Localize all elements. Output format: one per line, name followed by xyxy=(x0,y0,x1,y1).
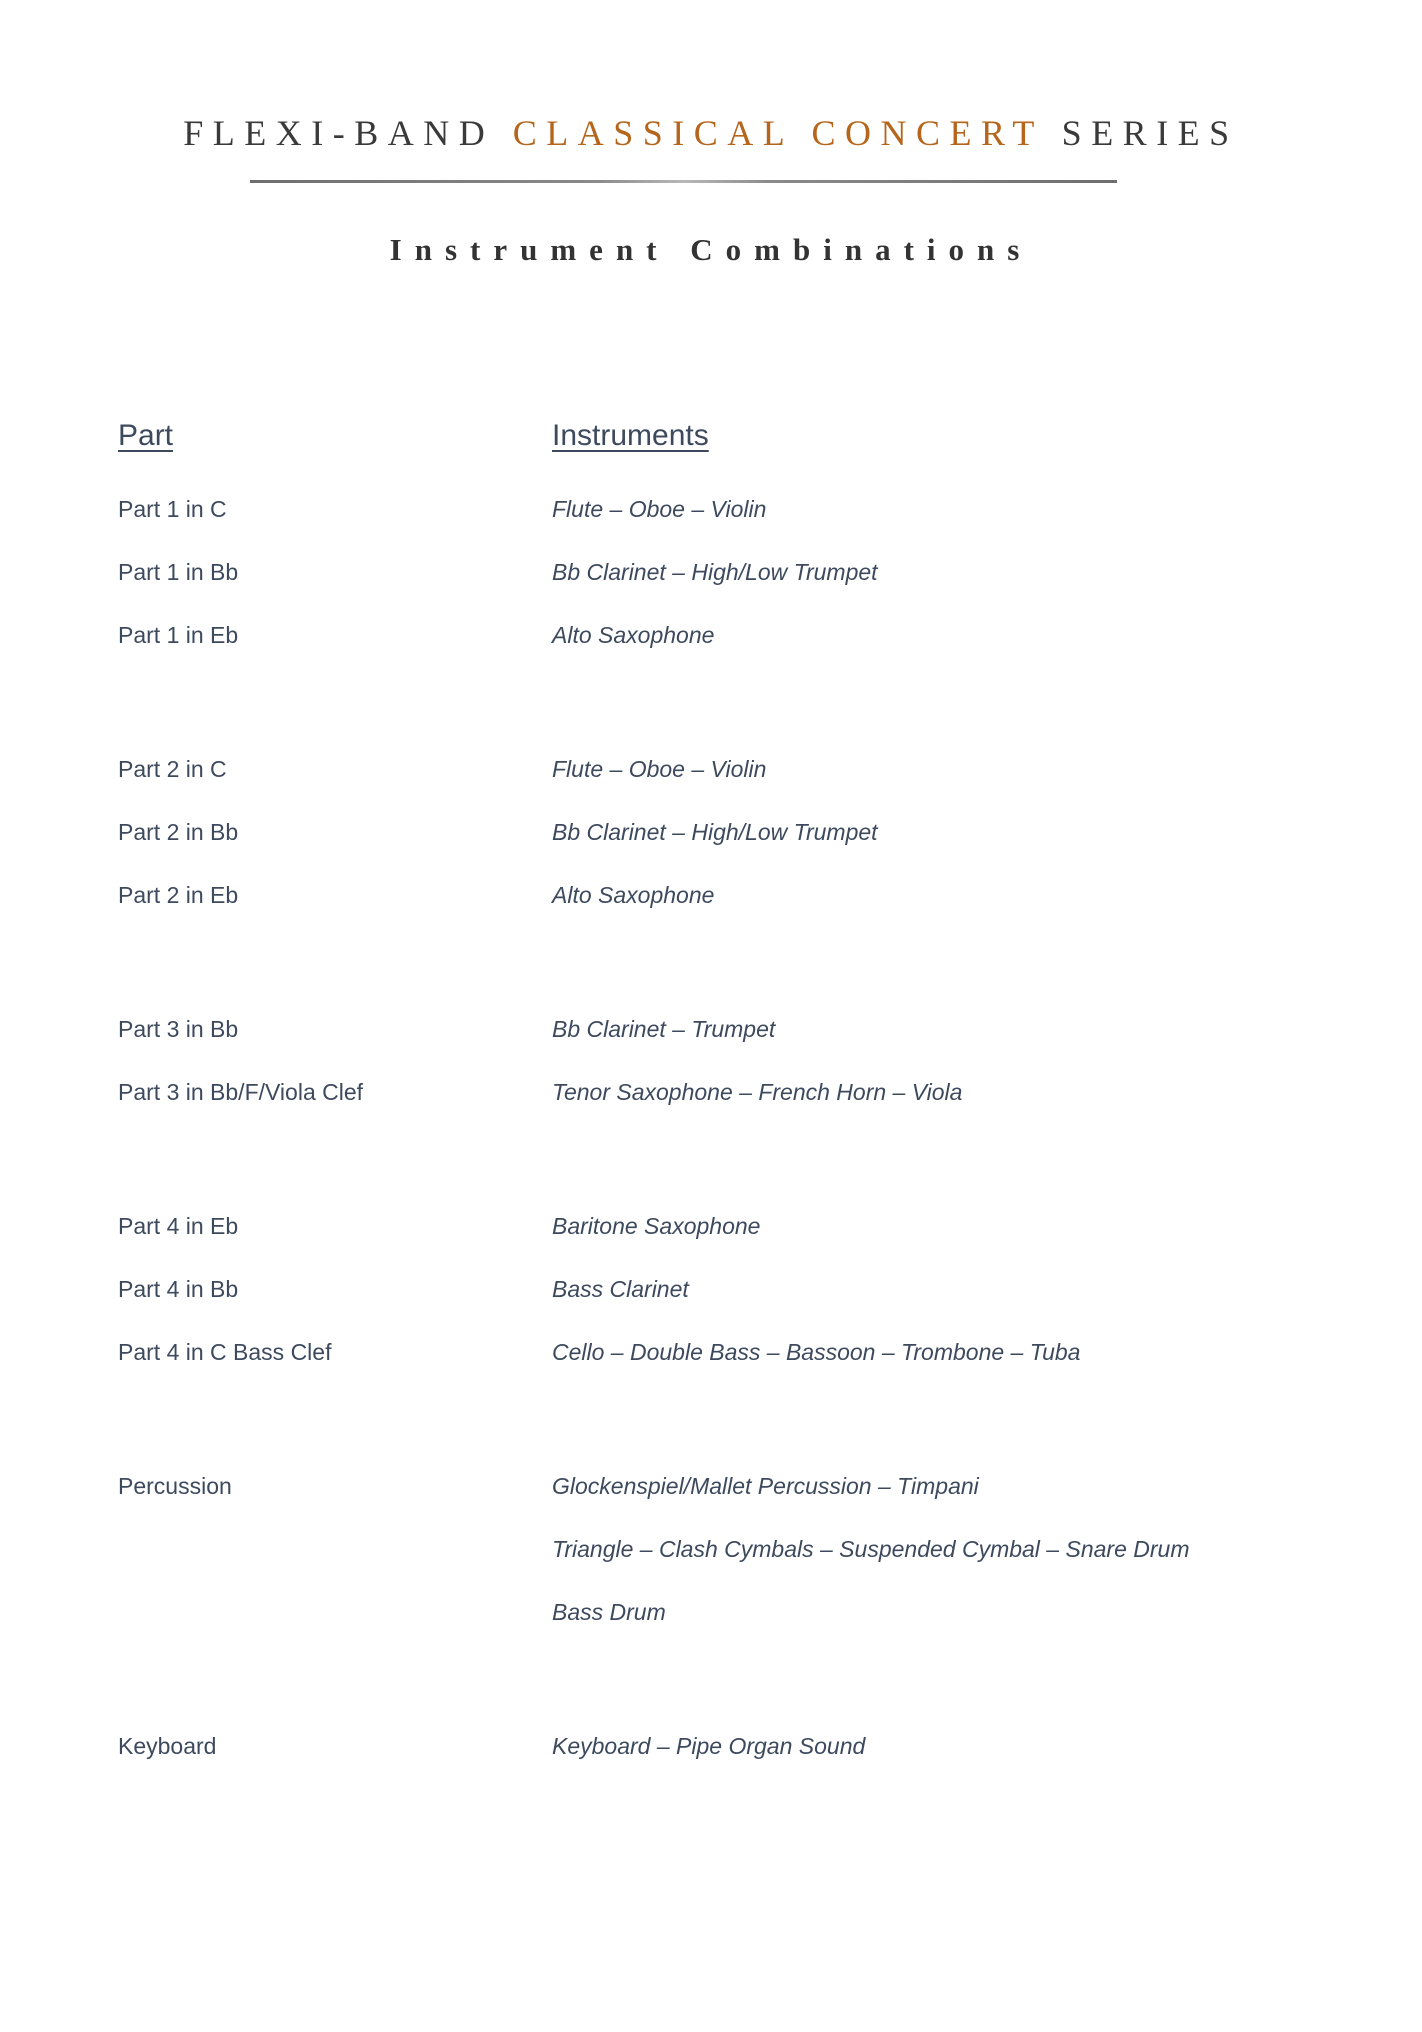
part-group xyxy=(118,1195,1318,1384)
instrument-table xyxy=(118,416,1318,1849)
page-subtitle: Instrument Combinations xyxy=(389,232,1033,267)
table-row xyxy=(118,1581,1318,1644)
instrument-list: Triangle – Clash Cymbals – Suspended Cymbal – Snare Drum xyxy=(552,1536,1190,1562)
table-row xyxy=(118,1321,1318,1384)
part-name: Part 4 in Bb xyxy=(118,1276,239,1302)
title-suffix: SERIES xyxy=(1061,113,1239,153)
instrument-list: Glockenspiel/Mallet Percussion – Timpani xyxy=(552,1473,979,1499)
table-row xyxy=(118,1715,1318,1778)
instrument-list: Bb Clarinet – Trumpet xyxy=(552,1016,776,1042)
table-row xyxy=(118,1195,1318,1258)
column-header-instruments: Instruments xyxy=(552,419,709,452)
part-group xyxy=(118,998,1318,1124)
table-row xyxy=(118,1518,1318,1581)
part-group xyxy=(118,478,1318,667)
instrument-list: Alto Saxophone xyxy=(552,882,715,908)
instrument-list: Flute – Oboe – Violin xyxy=(552,756,767,782)
part-name: Part 1 in C xyxy=(118,496,227,522)
part-name: Part 2 in Bb xyxy=(118,819,239,845)
part-name: Part 3 in Bb/F/Viola Clef xyxy=(118,1079,364,1105)
instrument-list: Keyboard – Pipe Organ Sound xyxy=(552,1733,866,1759)
part-name: Part 1 in Eb xyxy=(118,622,239,648)
part-name: Part 1 in Bb xyxy=(118,559,239,585)
instrument-list: Bass Drum xyxy=(552,1599,666,1625)
part-name xyxy=(118,1518,552,1581)
table-row xyxy=(118,604,1318,667)
series-title xyxy=(0,112,1422,154)
part-name: Part 2 in C xyxy=(118,756,227,782)
instrument-list: Bb Clarinet – High/Low Trumpet xyxy=(552,559,878,585)
instrument-list: Bb Clarinet – High/Low Trumpet xyxy=(552,819,878,845)
table-row xyxy=(118,1061,1318,1124)
table-header xyxy=(118,416,1318,456)
instrument-list: Alto Saxophone xyxy=(552,622,715,648)
part-name: Part 2 in Eb xyxy=(118,882,239,908)
title-accent: CLASSICAL CONCERT xyxy=(512,113,1044,153)
title-divider xyxy=(250,180,1117,183)
instrument-list: Cello – Double Bass – Bassoon – Trombone – Tuba xyxy=(552,1339,1081,1365)
title-prefix: FLEXI-BAND xyxy=(183,113,495,153)
table-row xyxy=(118,864,1318,927)
table-row xyxy=(118,801,1318,864)
part-name: Percussion xyxy=(118,1473,232,1499)
part-name: Part 3 in Bb xyxy=(118,1016,239,1042)
table-row xyxy=(118,998,1318,1061)
part-name: Part 4 in Eb xyxy=(118,1213,239,1239)
instrument-list: Baritone Saxophone xyxy=(552,1213,761,1239)
table-row xyxy=(118,738,1318,801)
part-name xyxy=(118,1581,552,1644)
table-row xyxy=(118,541,1318,604)
table-row xyxy=(118,1258,1318,1321)
table-row xyxy=(118,1455,1318,1518)
part-group xyxy=(118,738,1318,927)
instrument-list: Bass Clarinet xyxy=(552,1276,689,1302)
part-name: Keyboard xyxy=(118,1733,217,1759)
instrument-list: Tenor Saxophone – French Horn – Viola xyxy=(552,1079,963,1105)
column-header-part: Part xyxy=(118,419,174,452)
part-name: Part 4 in C Bass Clef xyxy=(118,1339,332,1365)
part-group xyxy=(118,1715,1318,1778)
instrument-list: Flute – Oboe – Violin xyxy=(552,496,767,522)
table-row xyxy=(118,478,1318,541)
part-group xyxy=(118,1455,1318,1644)
